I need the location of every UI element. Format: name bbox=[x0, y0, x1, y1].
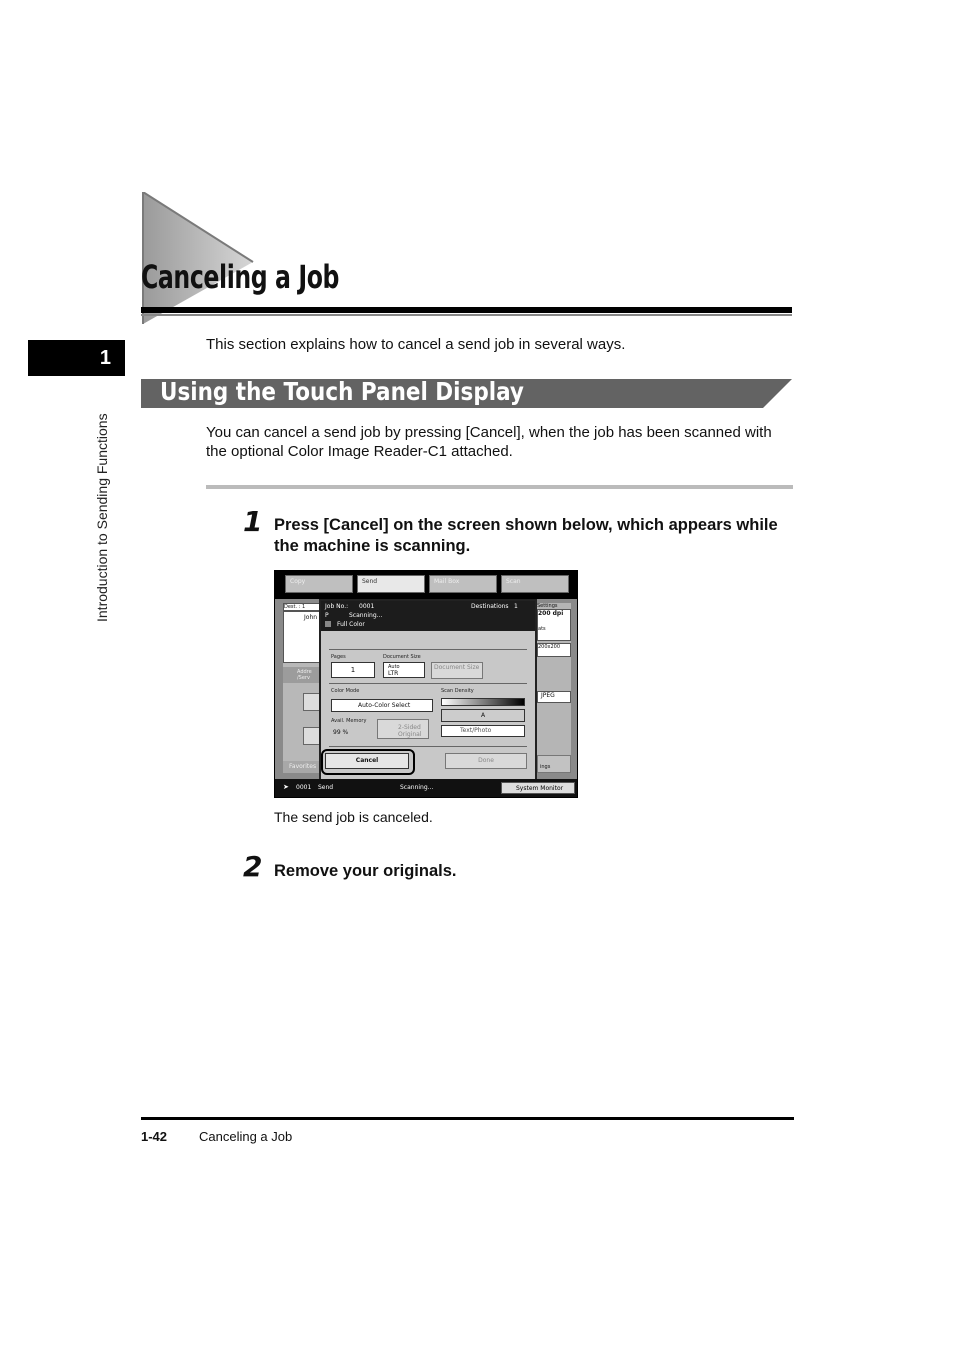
tab-scan[interactable] bbox=[501, 575, 569, 593]
p-label: P bbox=[325, 612, 329, 619]
doc-size-label: Document Size bbox=[383, 654, 421, 660]
dialog-divider-3 bbox=[329, 746, 527, 747]
resolution-value: 200 dpi bbox=[538, 610, 564, 617]
pages-label: Pages bbox=[331, 654, 346, 660]
step-1-text: Press [Cancel] on the screen shown below, which appears while the machine is scanning. bbox=[274, 516, 778, 555]
image-quality-select[interactable]: Text/Photo bbox=[441, 725, 525, 737]
color-mode-label: Color Mode bbox=[331, 688, 360, 694]
footer-section-title: Canceling a Job bbox=[199, 1129, 293, 1144]
destinations-label: Destinations bbox=[471, 603, 509, 610]
status-text: Scanning... bbox=[400, 784, 434, 791]
cancel-button[interactable]: Cancel bbox=[325, 753, 409, 769]
full-color-icon bbox=[325, 621, 331, 627]
step-1-caption: The send job is canceled. bbox=[274, 809, 433, 825]
settings-panel bbox=[537, 603, 571, 773]
resolution-box[interactable] bbox=[537, 609, 571, 641]
status-job-number: 0001 bbox=[296, 784, 312, 791]
touch-panel-screenshot bbox=[274, 570, 578, 798]
address-book-button[interactable]: Addre /Serv bbox=[283, 667, 321, 683]
step-1-number: 1 bbox=[243, 505, 263, 538]
title-rule bbox=[141, 307, 792, 313]
dialog-header bbox=[321, 601, 535, 631]
job-number-value: 0001 bbox=[359, 603, 375, 610]
destinations-value: 1 bbox=[514, 603, 518, 610]
job-number-label: Job No.: bbox=[325, 603, 349, 610]
pages-value: 1 bbox=[331, 662, 375, 678]
status-send: Send bbox=[318, 784, 334, 791]
density-scale bbox=[441, 698, 525, 706]
settings-label: Settings bbox=[537, 603, 558, 609]
tab-mailbox-label: Mail Box bbox=[434, 578, 460, 585]
chapter-tab bbox=[28, 340, 125, 376]
dest-entry[interactable]: John bbox=[283, 611, 321, 663]
tab-send-label: Send bbox=[362, 578, 378, 585]
memory-value: 99 % bbox=[333, 729, 349, 736]
file-format-select[interactable]: JPEG bbox=[537, 691, 571, 703]
step-2-text: Remove your originals. bbox=[274, 862, 457, 880]
page-title: Canceling a Job bbox=[141, 258, 340, 296]
section-title: Using the Touch Panel Display bbox=[160, 377, 524, 406]
doc-size-paper: LTR bbox=[388, 670, 399, 677]
dest-header: Dest. : 1 bbox=[283, 603, 321, 611]
tab-copy-label: Copy bbox=[290, 578, 306, 585]
dialog-divider-2 bbox=[329, 683, 527, 684]
tab-scan-label: Scan bbox=[506, 578, 521, 585]
tab-copy[interactable] bbox=[285, 575, 353, 593]
title-rule-shadow bbox=[141, 314, 792, 316]
tab-send[interactable] bbox=[357, 575, 425, 593]
resolution-ats: ats bbox=[538, 626, 546, 632]
footer-page-number: 1-42 bbox=[141, 1129, 168, 1144]
chapter-side-title: Introduction to Sending Functions bbox=[94, 413, 110, 622]
resolution-select[interactable]: 200x200 bbox=[537, 643, 571, 657]
footer-rule bbox=[141, 1117, 794, 1120]
memory-label: Avail. Memory bbox=[331, 718, 367, 724]
scanning-dialog bbox=[319, 599, 537, 781]
system-monitor-button[interactable]: System Monitor bbox=[501, 782, 575, 794]
doc-size-value bbox=[383, 662, 425, 678]
favorites-button[interactable]: Favorites bbox=[283, 761, 321, 773]
scan-density-label: Scan Density bbox=[441, 688, 474, 694]
tab-mail-box[interactable] bbox=[429, 575, 497, 593]
document-size-button[interactable]: Document Size bbox=[431, 662, 483, 679]
status-bar bbox=[275, 779, 577, 797]
send-icon: ➤ bbox=[283, 783, 289, 791]
density-auto-button[interactable]: A bbox=[441, 709, 525, 722]
destination-panel bbox=[283, 603, 321, 773]
chapter-number: 1 bbox=[99, 346, 111, 369]
two-sided-original-button[interactable]: 2-Sided Original bbox=[377, 719, 429, 739]
section-paragraph: You can cancel a send job by pressing [Cancel], when the job has been scanned with the optional Color Image Reader-C1 attached. bbox=[206, 424, 772, 460]
doc-size-auto: Auto bbox=[388, 664, 400, 670]
dialog-divider bbox=[329, 649, 527, 650]
settings-button[interactable]: ings bbox=[537, 755, 571, 773]
section-divider bbox=[206, 485, 793, 489]
step-2-number: 2 bbox=[243, 850, 263, 883]
dialog-status: Scanning... bbox=[349, 612, 383, 619]
full-color-label: Full Color bbox=[337, 621, 365, 628]
done-button[interactable]: Done bbox=[445, 753, 527, 769]
intro-text: This section explains how to cancel a send job in several ways. bbox=[206, 336, 626, 353]
color-mode-select[interactable]: Auto-Color Select bbox=[331, 699, 433, 712]
